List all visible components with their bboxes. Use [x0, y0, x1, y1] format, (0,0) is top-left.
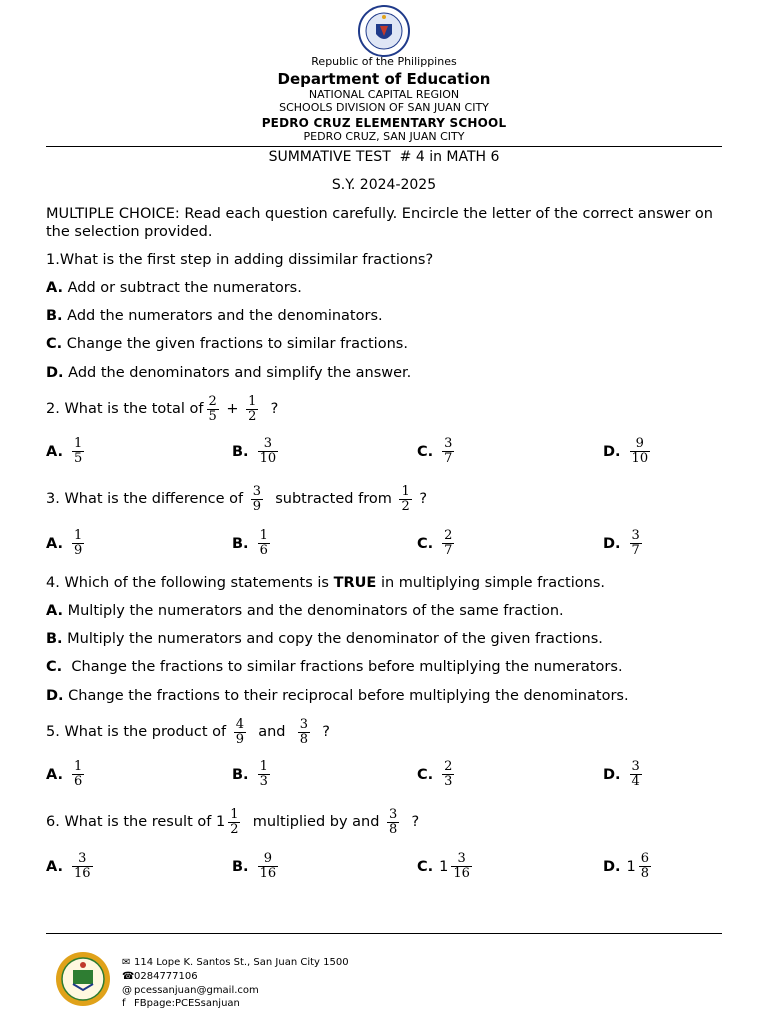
question-6: [46, 806, 419, 838]
operator: +: [226, 401, 239, 417]
header-republic: Republic of the Philippines: [311, 55, 457, 68]
q4-option-d[interactable]: D. Change the fractions to their reciprocal before multiplying the denominators.: [46, 688, 629, 704]
q1-option-d[interactable]: [46, 364, 411, 382]
fraction: $\frac{4}{9}$: [235, 716, 244, 747]
question-text: 3. What is the difference of: [46, 491, 244, 507]
option-letter: D.: [46, 365, 64, 381]
q2-option-c[interactable]: C. $\frac{3}{7}$: [417, 436, 453, 466]
footer-email[interactable]: @ pcessanjuan@gmail.com: [122, 985, 259, 996]
phone-icon: ☎: [122, 971, 135, 982]
question-text-middle: multiplied by and: [252, 814, 380, 830]
question-text-end: in multiplying simple fractions.: [380, 575, 606, 591]
question-1: 1.What is the first step in adding dissimilar fractions?: [46, 252, 434, 268]
q1-option-a[interactable]: [46, 279, 302, 297]
mail-envelope-icon: ✉: [122, 957, 131, 968]
emphasis-text: TRUE: [333, 575, 377, 591]
q1-option-b[interactable]: [46, 307, 383, 325]
option-letter: A.: [46, 280, 63, 296]
deped-seal-logo: [354, 4, 414, 58]
instructions: MULTIPLE CHOICE: Read each question carefully. Encircle the letter of the correct answer on the selection provided.: [46, 206, 713, 240]
question-text-middle: subtracted from: [275, 491, 392, 507]
q3-option-c[interactable]: C. $\frac{2}{7}$: [417, 528, 453, 558]
footer-divider: [46, 933, 722, 934]
fraction: $\frac{1}{2}$: [248, 393, 257, 424]
question-mark: ?: [322, 724, 330, 740]
question-mark: ?: [419, 491, 428, 507]
header-divider: [46, 146, 722, 147]
q2-option-d[interactable]: D. $\frac{9}{10}$: [603, 436, 649, 466]
q5-option-a[interactable]: A. $\frac{1}{6}$: [46, 759, 83, 789]
whole-number: 1: [215, 814, 226, 830]
school-year: S.Y. 2024-2025: [331, 177, 437, 193]
fraction: $\frac{3}{8}$: [299, 716, 308, 747]
option-letter: B.: [46, 308, 63, 324]
q6-option-a[interactable]: A. $\frac{3}{16}$: [46, 851, 91, 881]
header-location: PEDRO CRUZ, SAN JUAN CITY: [303, 130, 465, 143]
q6-option-c[interactable]: C. 1 $\frac{3}{16}$: [417, 851, 470, 881]
option-letter: C.: [46, 336, 63, 352]
question-text: 4. Which of the following statements is: [46, 575, 329, 591]
fraction: $\frac{3}{9}$: [252, 483, 262, 514]
facebook-icon: f: [122, 998, 126, 1009]
q4-option-c[interactable]: C. Change the fractions to similar fractions before multiplying the numerators.: [46, 659, 623, 675]
fraction: $\frac{3}{8}$: [389, 806, 398, 837]
question-text-middle: and: [258, 724, 286, 740]
q4-option-a[interactable]: A. Multiply the numerators and the denominators of the same fraction.: [46, 603, 564, 619]
option-text: Change the given fractions to similar fractions.: [66, 336, 408, 352]
school-logo: [52, 950, 114, 1008]
question-5: [46, 716, 330, 748]
q6-option-d[interactable]: D. 1 $\frac{6}{8}$: [603, 851, 650, 881]
header-school: PEDRO CRUZ ELEMENTARY SCHOOL: [261, 116, 507, 130]
question-text: 5. What is the product of: [46, 724, 227, 740]
option-text: Add the denominators and simplify the answer.: [68, 365, 412, 381]
q3-option-d[interactable]: D. $\frac{3}{7}$: [603, 528, 640, 558]
q1-option-c[interactable]: [46, 335, 408, 353]
question-mark: ?: [411, 814, 420, 830]
footer-phone: ☎0284777106: [122, 971, 198, 982]
q5-option-b[interactable]: B. $\frac{1}{3}$: [232, 759, 268, 789]
fraction: $\frac{2}{5}$: [208, 393, 217, 424]
footer-facebook[interactable]: f FBpage:PCESsanjuan: [122, 998, 240, 1009]
q3-option-a[interactable]: A. $\frac{1}{9}$: [46, 528, 83, 558]
q5-option-c[interactable]: C. $\frac{2}{3}$: [417, 759, 453, 789]
q2-option-a[interactable]: A. $\frac{1}{5}$: [46, 436, 83, 466]
question-2: [46, 393, 278, 425]
header-division: SCHOOLS DIVISION OF SAN JUAN CITY: [279, 101, 489, 114]
q3-option-b[interactable]: B. $\frac{1}{6}$: [232, 528, 268, 558]
option-text: Add the numerators and the denominators.: [67, 308, 383, 324]
q2-option-b[interactable]: B. $\frac{3}{10}$: [232, 436, 277, 466]
footer-address: ✉ 114 Lope K. Santos St., San Juan City 1500: [122, 957, 349, 968]
question-3: [46, 483, 427, 515]
q5-option-d[interactable]: D. $\frac{3}{4}$: [603, 759, 640, 789]
q4-option-b[interactable]: B. Multiply the numerators and copy the denominator of the given fractions.: [46, 631, 603, 647]
q6-option-b[interactable]: B. $\frac{9}{16}$: [232, 851, 277, 881]
fraction: $\frac{1}{2}$: [230, 806, 239, 837]
option-text: Add or subtract the numerators.: [67, 280, 302, 296]
email-icon: @: [122, 985, 132, 996]
question-text: 6. What is the result of: [46, 814, 212, 830]
question-4: [46, 574, 605, 592]
header-region: NATIONAL CAPITAL REGION: [308, 88, 460, 101]
fraction: $\frac{1}{2}$: [401, 483, 410, 514]
header-department: Department of Education: [277, 70, 491, 88]
test-title: SUMMATIVE TEST # 4 in MATH 6: [268, 149, 500, 165]
question-mark: ?: [270, 401, 279, 417]
question-text: 2. What is the total of: [46, 401, 204, 417]
